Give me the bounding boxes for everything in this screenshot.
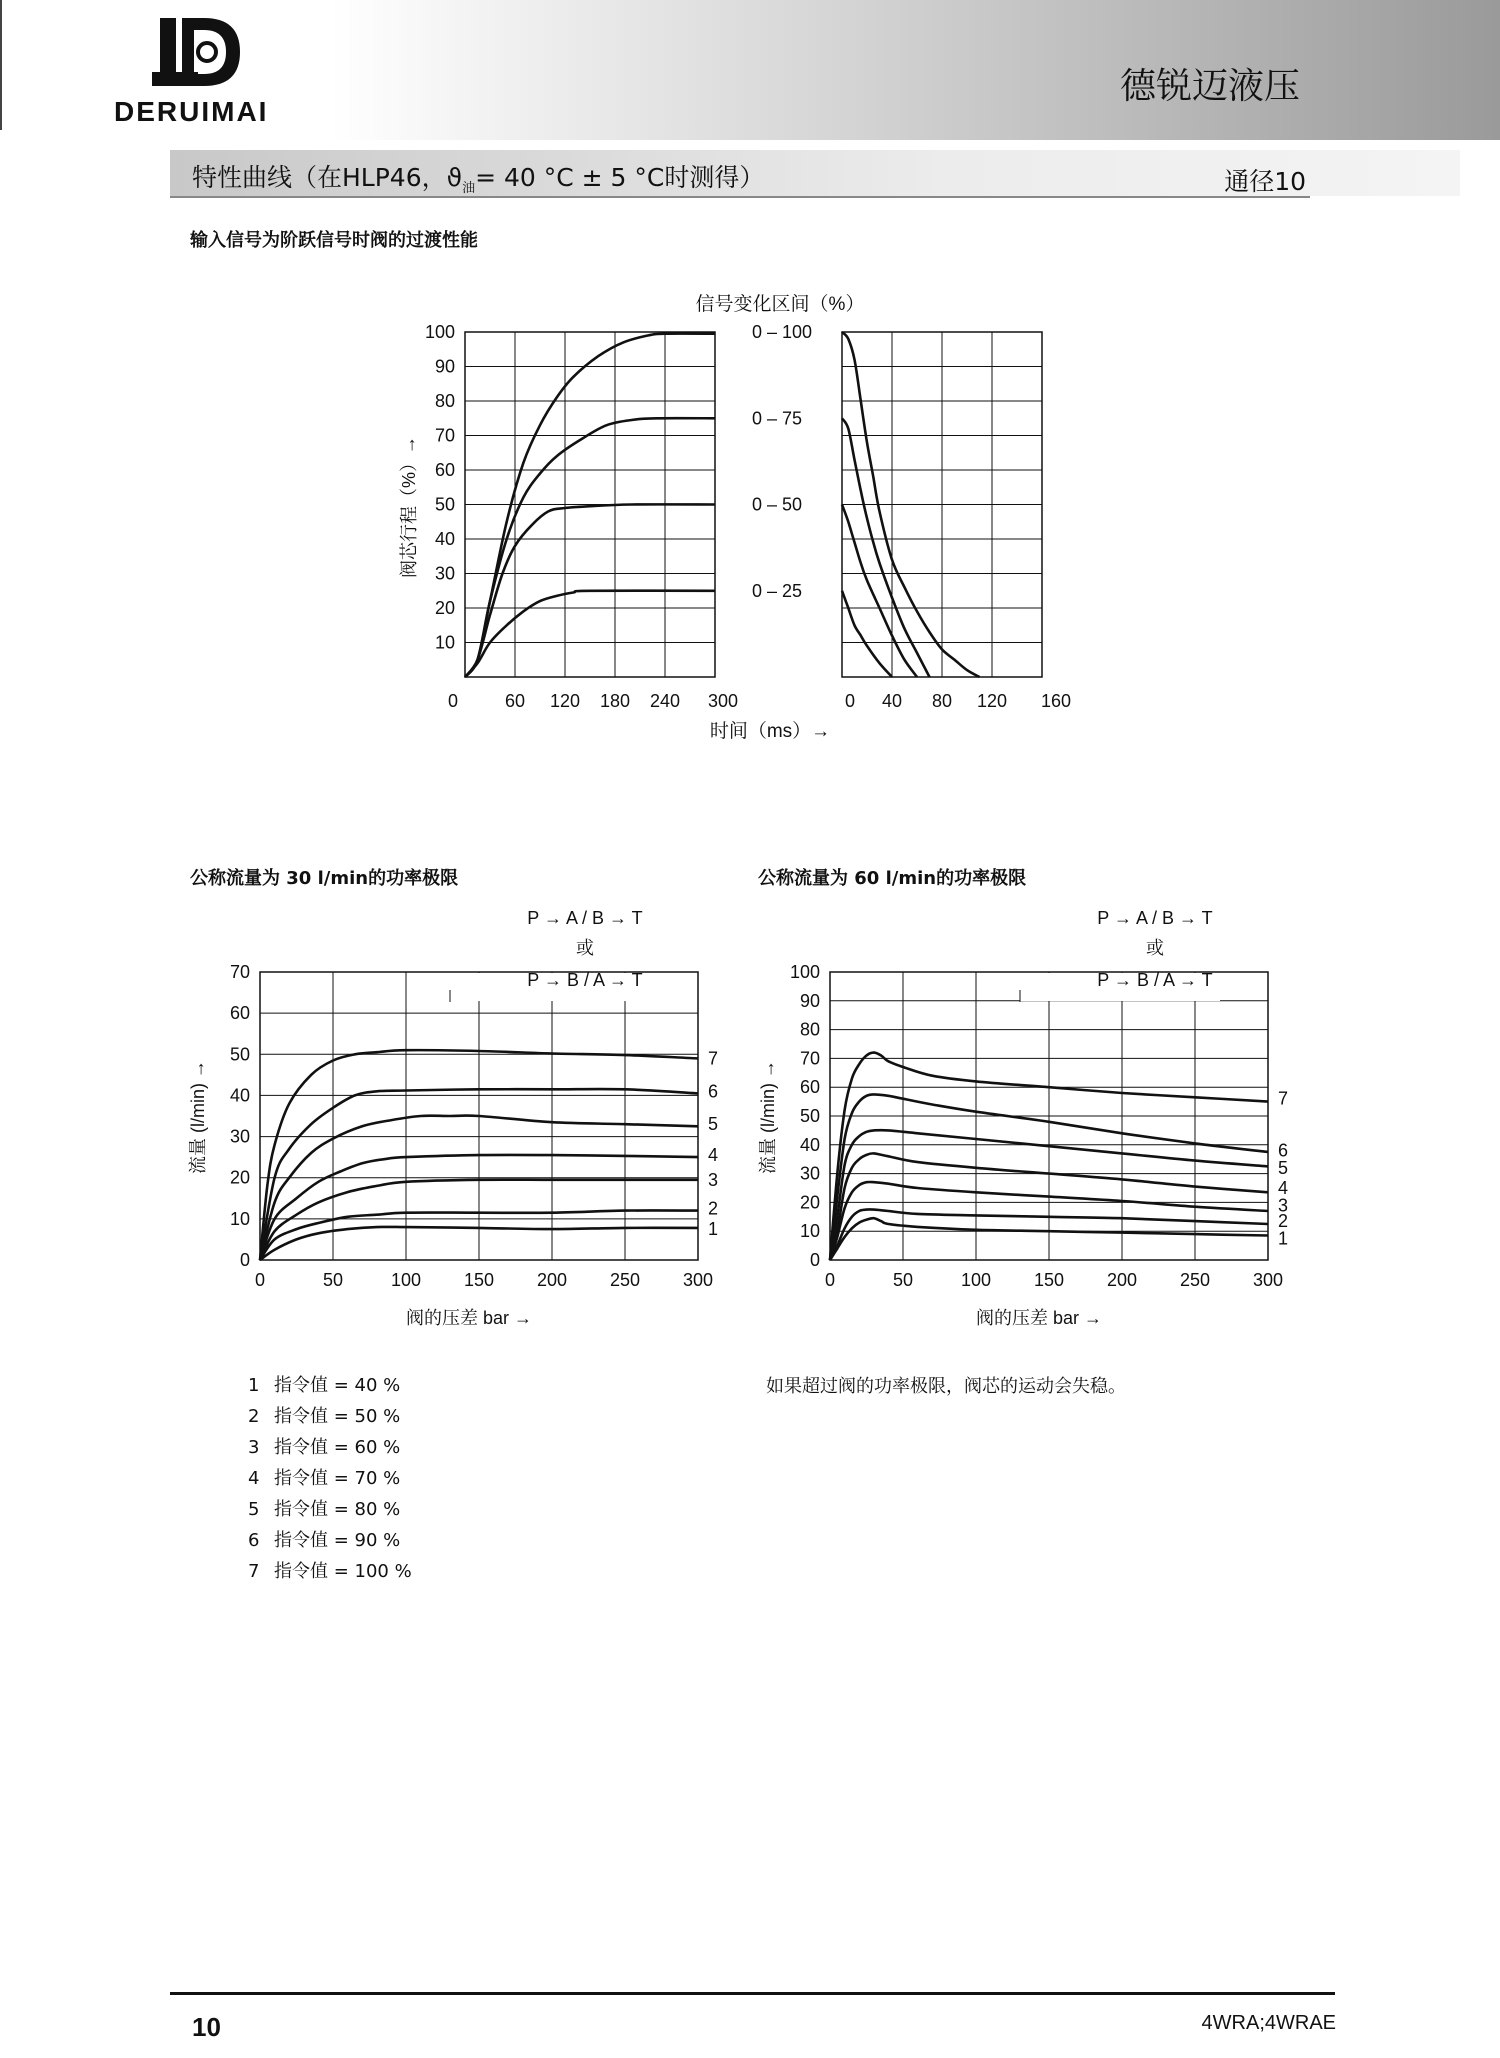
document-code: 4WRA;4WRAE bbox=[1201, 2012, 1336, 2034]
legend-item bbox=[248, 1370, 412, 1401]
stability-note: 如果超过阀的功率极限，阀芯的运动会失稳。 bbox=[766, 1376, 1126, 1397]
legend-num: 3 bbox=[248, 1437, 260, 1458]
opening-x-tick-label: 300 bbox=[707, 691, 739, 711]
power-limit-60-chart bbox=[750, 900, 1310, 1340]
power60-x-tick-label: 150 bbox=[1033, 1270, 1065, 1290]
legend-label: 指令值 = 40 % bbox=[274, 1375, 401, 1396]
power60-y-tick-label: 70 bbox=[799, 1048, 820, 1069]
power60-series-label: 4 bbox=[1278, 1178, 1289, 1198]
opening-series-line bbox=[465, 418, 715, 677]
range-label: 0 – 50 bbox=[752, 494, 803, 515]
range-label: 0 – 25 bbox=[752, 580, 803, 601]
opening-y-tick-label: 40 bbox=[434, 529, 455, 549]
section-title-sub: 油 bbox=[462, 181, 476, 196]
legend-item bbox=[248, 1525, 412, 1556]
section-title-prefix: 特性曲线（在HLP46，ϑ bbox=[192, 163, 463, 192]
power60-series-label: 7 bbox=[1278, 1088, 1289, 1109]
power60-x-tick-label: 0 bbox=[824, 1270, 836, 1290]
legend-label: 指令值 = 100 % bbox=[274, 1561, 412, 1582]
logo-d-shape bbox=[182, 18, 240, 86]
legend-label: 指令值 = 90 % bbox=[274, 1530, 401, 1551]
power30-x-tick-label: 100 bbox=[390, 1270, 422, 1290]
opening-y-tick-label: 70 bbox=[434, 425, 455, 446]
section-underline bbox=[170, 196, 1310, 198]
opening-x-tick-label: 120 bbox=[549, 691, 581, 711]
header-left-rule bbox=[0, 0, 2, 130]
opening-x-tick-label: 240 bbox=[649, 691, 681, 711]
power60-y-axis-label: 流量 (l/min) → bbox=[758, 1060, 778, 1174]
power30-y-tick-label: 0 bbox=[239, 1250, 250, 1270]
power60-y-tick-label: 0 bbox=[809, 1250, 820, 1270]
opening-x-tick-label: 0 bbox=[447, 691, 459, 711]
legend-item bbox=[248, 1494, 412, 1525]
legend-item bbox=[248, 1556, 412, 1587]
closing-x-tick-label: 160 bbox=[1040, 691, 1072, 711]
power60-y-tick-label: 20 bbox=[799, 1192, 820, 1213]
page-number: 10 bbox=[192, 2012, 221, 2042]
legend-item bbox=[248, 1432, 412, 1463]
power60-annotation-line: P → B / A → T bbox=[1097, 970, 1213, 990]
section-title-suffix: = 40 °C ± 5 °C时测得） bbox=[475, 163, 765, 192]
power60-x-tick-label: 50 bbox=[892, 1270, 914, 1290]
opening-y-axis-label: 阀芯行程（%）→ bbox=[399, 435, 419, 579]
opening-y-tick-label: 80 bbox=[434, 391, 455, 411]
power30-annotation-line: P → A / B → T bbox=[527, 908, 643, 928]
power30-series-label: 7 bbox=[708, 1048, 719, 1069]
legend-num: 2 bbox=[248, 1406, 260, 1427]
power30-x-tick-label: 150 bbox=[463, 1270, 495, 1290]
power-limit-30-heading: 公称流量为 30 l/min的功率极限 bbox=[190, 868, 459, 889]
power30-x-tick-label: 300 bbox=[682, 1270, 714, 1290]
step-response-heading: 输入信号为阶跃信号时阀的过渡性能 bbox=[190, 230, 478, 251]
power30-y-tick-label: 10 bbox=[229, 1208, 250, 1229]
power30-y-tick-label: 60 bbox=[229, 1003, 250, 1024]
legend-label: 指令值 = 50 % bbox=[274, 1406, 401, 1427]
logo-gear bbox=[198, 43, 216, 61]
power60-series-label: 6 bbox=[1278, 1140, 1289, 1161]
opening-y-tick-label: 50 bbox=[434, 494, 455, 515]
closing-x-tick-label: 0 bbox=[844, 691, 856, 711]
power30-y-tick-label: 40 bbox=[229, 1085, 250, 1106]
power60-y-tick-label: 90 bbox=[799, 990, 820, 1011]
power60-y-tick-label: 10 bbox=[799, 1221, 820, 1242]
brand-name: DERUIMAI bbox=[114, 96, 269, 127]
power30-x-tick-label: 250 bbox=[609, 1270, 641, 1290]
power60-y-tick-label: 30 bbox=[799, 1163, 820, 1184]
power30-annotation-line: P → B / A → T bbox=[527, 970, 643, 990]
power30-x-tick-label: 50 bbox=[322, 1270, 344, 1290]
power60-y-tick-label: 60 bbox=[799, 1077, 820, 1098]
step-x-axis-label: 时间（ms）→ bbox=[709, 721, 831, 742]
power30-series-label: 3 bbox=[708, 1169, 719, 1190]
company-name: 德锐迈液压 bbox=[1119, 66, 1300, 107]
power60-y-tick-label: 40 bbox=[799, 1134, 820, 1155]
range-label: 0 – 75 bbox=[752, 408, 803, 429]
power30-series-label: 6 bbox=[708, 1081, 719, 1102]
range-label: 0 – 100 bbox=[752, 322, 813, 342]
step-chart-title: 信号变化区间（%） bbox=[695, 294, 865, 315]
power30-series-label: 5 bbox=[708, 1114, 719, 1135]
power30-series-label: 4 bbox=[708, 1145, 719, 1166]
power60-x-tick-label: 300 bbox=[1252, 1270, 1284, 1290]
power30-y-tick-label: 30 bbox=[229, 1126, 250, 1147]
legend-label: 指令值 = 70 % bbox=[274, 1468, 401, 1489]
legend-num: 7 bbox=[248, 1561, 260, 1582]
opening-series-line bbox=[465, 591, 715, 677]
power60-y-tick-label: 80 bbox=[799, 1019, 820, 1040]
power30-annotation-line: 或 bbox=[576, 938, 594, 958]
power60-x-tick-label: 250 bbox=[1179, 1270, 1211, 1290]
legend-num: 1 bbox=[248, 1375, 260, 1396]
power60-series-label: 3 bbox=[1278, 1195, 1289, 1216]
opening-x-tick-label: 180 bbox=[599, 691, 631, 711]
power60-y-tick-label: 100 bbox=[789, 962, 820, 982]
opening-y-tick-label: 90 bbox=[434, 356, 455, 377]
legend-num: 4 bbox=[248, 1468, 260, 1489]
legend-item bbox=[248, 1401, 412, 1432]
power60-x-axis-label: 阀的压差 bar → bbox=[975, 1308, 1103, 1328]
legend-item bbox=[248, 1463, 412, 1494]
power60-series-label: 1 bbox=[1278, 1228, 1289, 1249]
legend-label: 指令值 = 60 % bbox=[274, 1437, 401, 1458]
power60-series-label: 2 bbox=[1278, 1211, 1289, 1232]
power-limit-60-heading: 公称流量为 60 l/min的功率极限 bbox=[758, 868, 1027, 889]
step-response-chart bbox=[380, 280, 1100, 750]
closing-x-tick-label: 120 bbox=[976, 691, 1008, 711]
opening-y-tick-label: 60 bbox=[434, 460, 455, 480]
power-limit-30-chart bbox=[180, 900, 740, 1340]
power30-series-label: 1 bbox=[708, 1219, 719, 1240]
power30-y-axis-label: 流量 (l/min) → bbox=[188, 1060, 208, 1174]
opening-y-tick-label: 10 bbox=[434, 632, 455, 653]
power30-series-label: 2 bbox=[708, 1198, 719, 1219]
opening-y-tick-label: 30 bbox=[434, 563, 455, 584]
nominal-size: 通径10 bbox=[1224, 167, 1306, 196]
legend-num: 5 bbox=[248, 1499, 260, 1520]
legend bbox=[248, 1370, 412, 1587]
power60-annotation-line: P → A / B → T bbox=[1097, 908, 1213, 928]
opening-y-tick-label: 20 bbox=[434, 598, 455, 618]
power30-y-tick-label: 20 bbox=[229, 1167, 250, 1188]
section-title bbox=[192, 158, 764, 196]
closing-x-tick-label: 40 bbox=[881, 691, 903, 711]
opening-y-tick-label: 100 bbox=[424, 322, 455, 342]
power60-annotation-line: 或 bbox=[1146, 938, 1164, 958]
legend-num: 6 bbox=[248, 1530, 260, 1551]
power30-x-tick-label: 0 bbox=[254, 1270, 266, 1290]
closing-x-tick-label: 80 bbox=[931, 691, 953, 711]
closing-series-line bbox=[842, 591, 892, 677]
power60-series-label: 5 bbox=[1278, 1157, 1289, 1178]
footer-rule bbox=[170, 1992, 1335, 1995]
power60-x-tick-label: 100 bbox=[960, 1270, 992, 1290]
power60-x-tick-label: 200 bbox=[1106, 1270, 1138, 1290]
opening-x-tick-label: 60 bbox=[504, 691, 526, 711]
power60-y-tick-label: 50 bbox=[799, 1106, 820, 1126]
legend-label: 指令值 = 80 % bbox=[274, 1499, 401, 1520]
power30-y-tick-label: 50 bbox=[229, 1044, 250, 1065]
power30-x-tick-label: 200 bbox=[536, 1270, 568, 1290]
power30-y-tick-label: 70 bbox=[229, 962, 250, 982]
power30-x-axis-label: 阀的压差 bar → bbox=[405, 1308, 533, 1328]
